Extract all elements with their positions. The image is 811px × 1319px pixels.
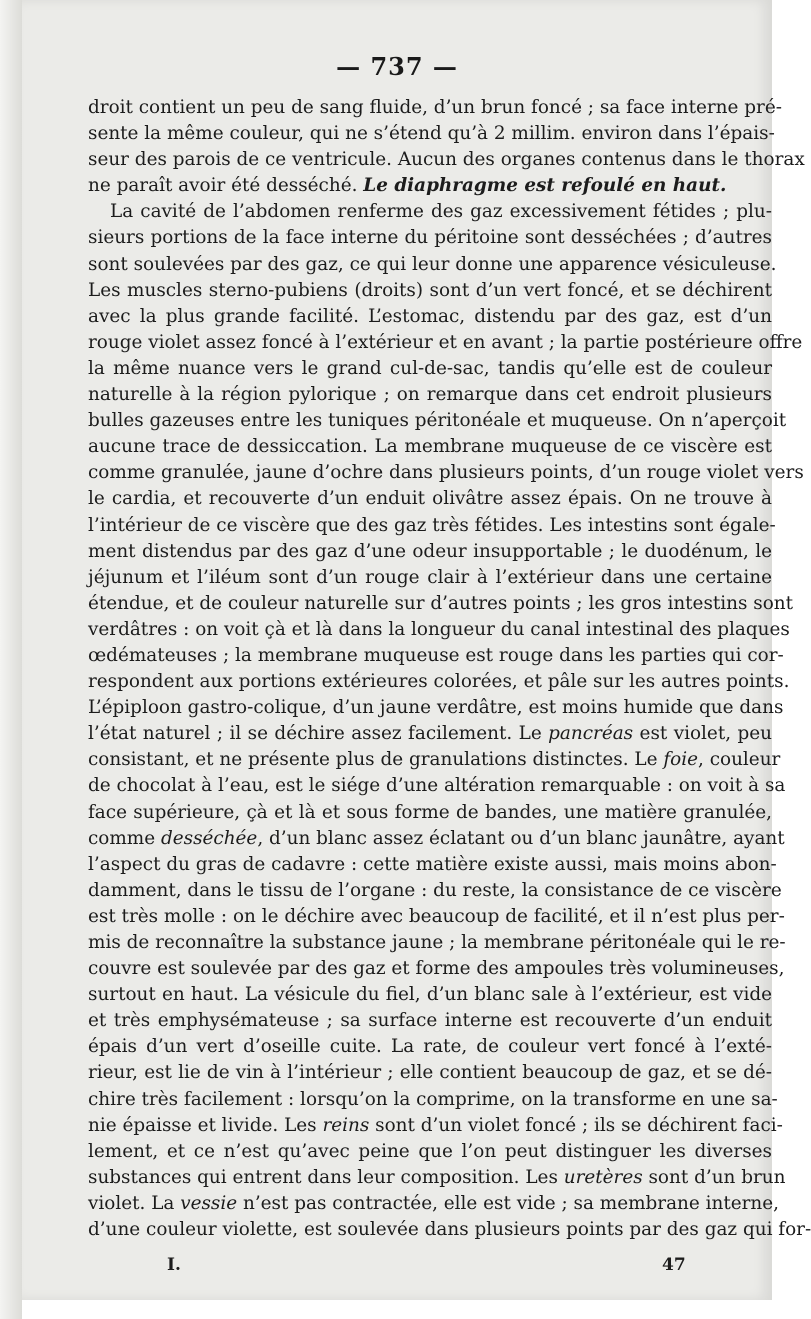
text-run: rieur, est lie de vin à l’intérieur ; elle contient beaucoup de gaz, et se dé-	[88, 1062, 772, 1084]
text-line	[88, 304, 772, 330]
text-line	[88, 721, 772, 747]
text-run: ment distendus par des gaz d’une odeur insupportable ; le duodénum, le	[88, 540, 772, 562]
text-line	[88, 173, 772, 199]
text-run: violet. La	[88, 1192, 181, 1214]
text-run: seur des parois de ce ventricule. Aucun des organes contenus dans le thorax	[88, 149, 805, 171]
text-run: de chocolat à l’eau, est le siége d’une altération remarquable : on voit à sa	[88, 775, 786, 797]
text-line	[88, 747, 781, 773]
text-line	[88, 826, 785, 852]
text-run: sente la même couleur, qui ne s’étend qu’à 2 millim. environ dans l’épais-	[88, 123, 775, 145]
text-line	[88, 800, 772, 826]
text-run: et très emphysémateuse ; sa surface interne est recouverte d’un enduit	[88, 1010, 772, 1032]
text-line	[88, 1034, 772, 1060]
text-line	[88, 904, 785, 930]
text-line	[88, 1165, 786, 1191]
text-run: lement, et ce n’est qu’avec peine que l’on peut distinguer les diverses	[88, 1140, 772, 1162]
text-run: sont d’un brun	[642, 1166, 786, 1188]
text-line	[88, 539, 772, 565]
text-line	[88, 643, 784, 669]
text-run: mis de reconnaître la substance jaune ; la membrane péritonéale qui le re-	[88, 932, 786, 953]
text-run: nie épaisse et livide. Les	[88, 1114, 323, 1136]
text-line	[88, 434, 772, 460]
text-line	[88, 513, 776, 539]
text-run: droit contient un peu de sang fluide, d’un brun foncé ; sa face interne pré-	[88, 97, 782, 118]
text-run: rouge violet assez foncé à l’extérieur et en avant ; la partie postérieure offre	[88, 331, 803, 353]
text-run: naturelle à la région pylorique ; on remarque dans cet endroit plusieurs	[88, 384, 772, 406]
text-run: l’aspect du gras de cadavre : cette matière existe aussi, mais moins abon-	[88, 853, 777, 875]
text-run: bulles gazeuses entre les tuniques péritonéale et muqueuse. On n’aperçoit	[88, 410, 787, 432]
text-line	[88, 878, 782, 904]
text-run: couvre est soulevée par des gaz et forme des ampoules très volumineuses,	[88, 958, 785, 980]
text-line	[88, 1191, 779, 1217]
text-line	[88, 486, 772, 512]
italic-term: desséchée	[160, 827, 258, 849]
text-run: sont d’un violet foncé ; ils se déchirent faci-	[369, 1114, 783, 1136]
book-page	[22, 0, 811, 1300]
text-line	[88, 121, 775, 147]
italic-sentence: Le diaphragme est refoulé en haut.	[363, 175, 727, 197]
text-line	[88, 147, 805, 173]
text-run: respondent aux portions extérieures colorées, et pâle sur les autres points.	[88, 671, 790, 693]
text-run: aucune trace de dessiccation. La membrane muqueuse de ce viscère est	[88, 436, 772, 458]
italic-term: reins	[322, 1114, 370, 1136]
signature-mark: I.	[167, 1255, 181, 1275]
text-line	[88, 382, 772, 408]
body-text	[88, 95, 811, 1243]
text-run: l’intérieur de ce viscère que des gaz très fétides. Les intestins sont égale-	[88, 514, 776, 536]
text-line	[88, 956, 785, 982]
text-line	[88, 356, 772, 382]
text-line	[88, 225, 772, 251]
text-run: , d’un blanc assez éclatant ou d’un blanc jaunâtre, ayant	[257, 827, 785, 849]
text-line	[88, 1113, 783, 1139]
text-run: La cavité de l’abdomen renferme des gaz excessivement fétides ; plu-	[110, 201, 772, 223]
text-run: étendue, et de couleur naturelle sur d’autres points ; les gros intestins sont	[88, 592, 794, 614]
page-edge	[0, 0, 22, 1319]
italic-term: uretères	[563, 1166, 643, 1188]
text-run: jéjunum et l’iléum sont d’un rouge clair à l’extérieur dans une certaine	[88, 566, 772, 588]
text-run: l’état naturel ; il se déchire assez facilement. Le	[88, 723, 549, 745]
text-line	[88, 565, 772, 591]
text-line	[88, 852, 777, 878]
text-line	[88, 930, 786, 956]
text-line	[88, 252, 777, 278]
text-line	[88, 460, 804, 486]
text-run: la même nuance vers le grand cul-de-sac, tandis qu’elle est de couleur	[88, 357, 772, 379]
text-run: est violet, peu	[633, 723, 772, 745]
text-run: substances qui entrent dans leur composition. Les	[88, 1166, 564, 1188]
text-run: face supérieure, çà et là et sous forme de bandes, une matière granulée,	[88, 801, 772, 823]
text-line	[88, 982, 772, 1008]
text-run: chire très facilement : lorsqu’on la comprime, on la transforme en une sa-	[88, 1088, 778, 1110]
text-run: verdâtres : on voit çà et là dans la longueur du canal intestinal des plaques	[88, 618, 790, 640]
text-run: d’une couleur violette, est soulevée dans plusieurs points par des gaz qui for-	[88, 1219, 811, 1241]
text-run: consistant, et ne présente plus de granulations distinctes. Le	[88, 749, 664, 771]
text-line	[88, 278, 772, 304]
text-run: ne paraît avoir été desséché.	[88, 175, 364, 197]
text-run: œdémateuses ; la membrane muqueuse est rouge dans les parties qui cor-	[88, 644, 784, 666]
text-run: damment, dans le tissu de l’organe : du reste, la consistance de ce viscère	[88, 879, 782, 901]
text-line	[88, 1008, 772, 1034]
signature-number: 47	[662, 1255, 686, 1275]
text-run: épais d’un vert d’oseille cuite. La rate, de couleur vert foncé à l’exté-	[88, 1036, 772, 1058]
text-run: Les muscles sterno-pubiens (droits) sont d’un vert foncé, et se déchirent	[88, 279, 772, 301]
text-line	[88, 1087, 778, 1113]
text-line	[88, 95, 782, 121]
text-line	[88, 591, 794, 617]
text-run: L’épiploon gastro-colique, d’un jaune verdâtre, est moins humide que dans	[88, 697, 784, 719]
text-line	[88, 669, 790, 695]
text-run: n’est pas contractée, elle est vide ; sa membrane interne,	[237, 1192, 779, 1214]
text-line	[88, 617, 790, 643]
text-run: surtout en haut. La vésicule du fiel, d’un blanc sale à l’extérieur, est vide	[88, 984, 772, 1006]
text-run: sieurs portions de la face interne du péritoine sont desséchées ; d’autres	[88, 227, 772, 249]
text-line	[88, 695, 784, 721]
text-run: comme granulée, jaune d’ochre dans plusieurs points, d’un rouge violet vers	[88, 462, 804, 484]
text-line	[88, 1139, 772, 1165]
text-line	[88, 1060, 772, 1086]
text-run: comme	[88, 827, 161, 849]
text-run: le cardia, et recouverte d’un enduit olivâtre assez épais. On ne trouve à	[88, 488, 772, 510]
italic-term: vessie	[180, 1192, 238, 1214]
text-run: avec la plus grande facilité. L’estomac, distendu par des gaz, est d’un	[88, 305, 772, 327]
italic-term: pancréas	[548, 723, 634, 745]
text-line	[88, 773, 786, 799]
text-run: , couleur	[698, 749, 781, 771]
text-line	[88, 330, 803, 356]
page-number: — 737 —	[336, 52, 458, 81]
text-line	[88, 199, 772, 225]
text-run: est très molle : on le déchire avec beaucoup de facilité, et il n’est plus per-	[88, 905, 785, 927]
italic-term: foie	[663, 749, 699, 771]
text-line	[88, 1217, 811, 1243]
text-line	[88, 408, 787, 434]
text-run: sont soulevées par des gaz, ce qui leur donne une apparence vésiculeuse.	[88, 253, 777, 275]
